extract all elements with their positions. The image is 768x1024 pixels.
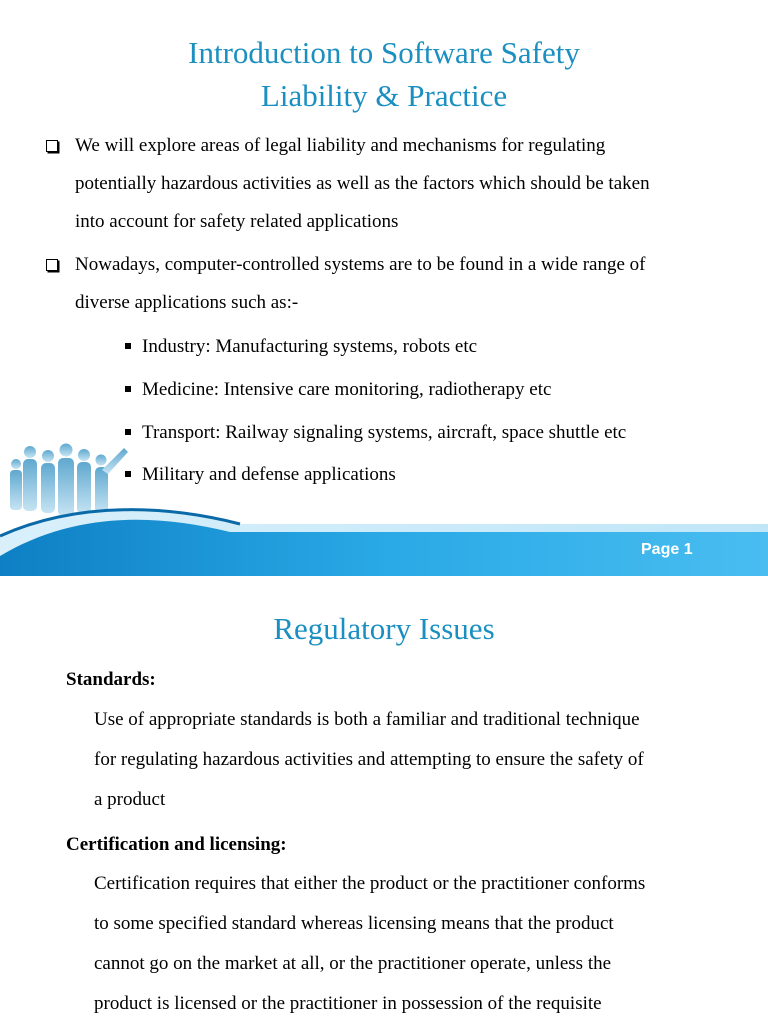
- sub-bullet-text: Medicine: Intensive care monitoring, radiotherapy etc: [142, 379, 552, 400]
- checkbox-bullet-icon: [46, 259, 58, 271]
- sub-bullet-text: Transport: Railway signaling systems, aircraft, space shuttle etc: [142, 422, 627, 443]
- paragraph-line: a product: [94, 789, 166, 810]
- bullet-line: Nowadays, computer-controlled systems are to be found in a wide range of: [75, 254, 646, 275]
- square-bullet-icon: [125, 386, 131, 392]
- slide-2-title: Regulatory Issues: [273, 611, 495, 646]
- bullet-item: [46, 127, 746, 241]
- paragraph-line: to some specified standard whereas licensing means that the product: [94, 913, 614, 934]
- section-paragraph-standards: [94, 700, 754, 820]
- square-bullet-icon: [125, 343, 131, 349]
- square-bullet-icon: [125, 429, 131, 435]
- bullet-line: into account for safety related applications: [75, 211, 399, 232]
- page-number-label: Page 1: [641, 541, 693, 558]
- section-heading-certification: Certification and licensing:: [66, 834, 287, 855]
- bullet-item: [46, 246, 746, 322]
- bullet-line: potentially hazardous activities as well as the factors which should be taken: [75, 173, 650, 194]
- paragraph-line: for regulating hazardous activities and attempting to ensure the safety of: [94, 749, 644, 770]
- paragraph-line: cannot go on the market at all, or the practitioner operate, unless the: [94, 953, 612, 974]
- bullet-line: diverse applications such as:-: [75, 292, 299, 313]
- slide-1-title-line-1: Introduction to Software Safety: [188, 35, 580, 70]
- bullet-line: We will explore areas of legal liability and mechanisms for regulating: [75, 135, 606, 156]
- checkbox-bullet-icon: [46, 140, 58, 152]
- paragraph-line: Certification requires that either the product or the practitioner conforms: [94, 873, 646, 894]
- paragraph-line: Use of appropriate standards is both a familiar and traditional technique: [94, 709, 640, 730]
- section-paragraph-certification: [94, 864, 754, 1024]
- paragraph-line: product is licensed or the practitioner in possession of the requisite: [94, 993, 602, 1014]
- slide-1-title-line-2: Liability & Practice: [260, 78, 508, 113]
- slide-2: [0, 582, 768, 1024]
- bullet-text: [75, 246, 745, 322]
- section-heading-standards: Standards:: [66, 669, 156, 690]
- bullet-text: [75, 127, 745, 241]
- sub-bullet-text: Industry: Manufacturing systems, robots etc: [142, 336, 478, 357]
- sub-bullet-text: Military and defense applications: [142, 464, 396, 485]
